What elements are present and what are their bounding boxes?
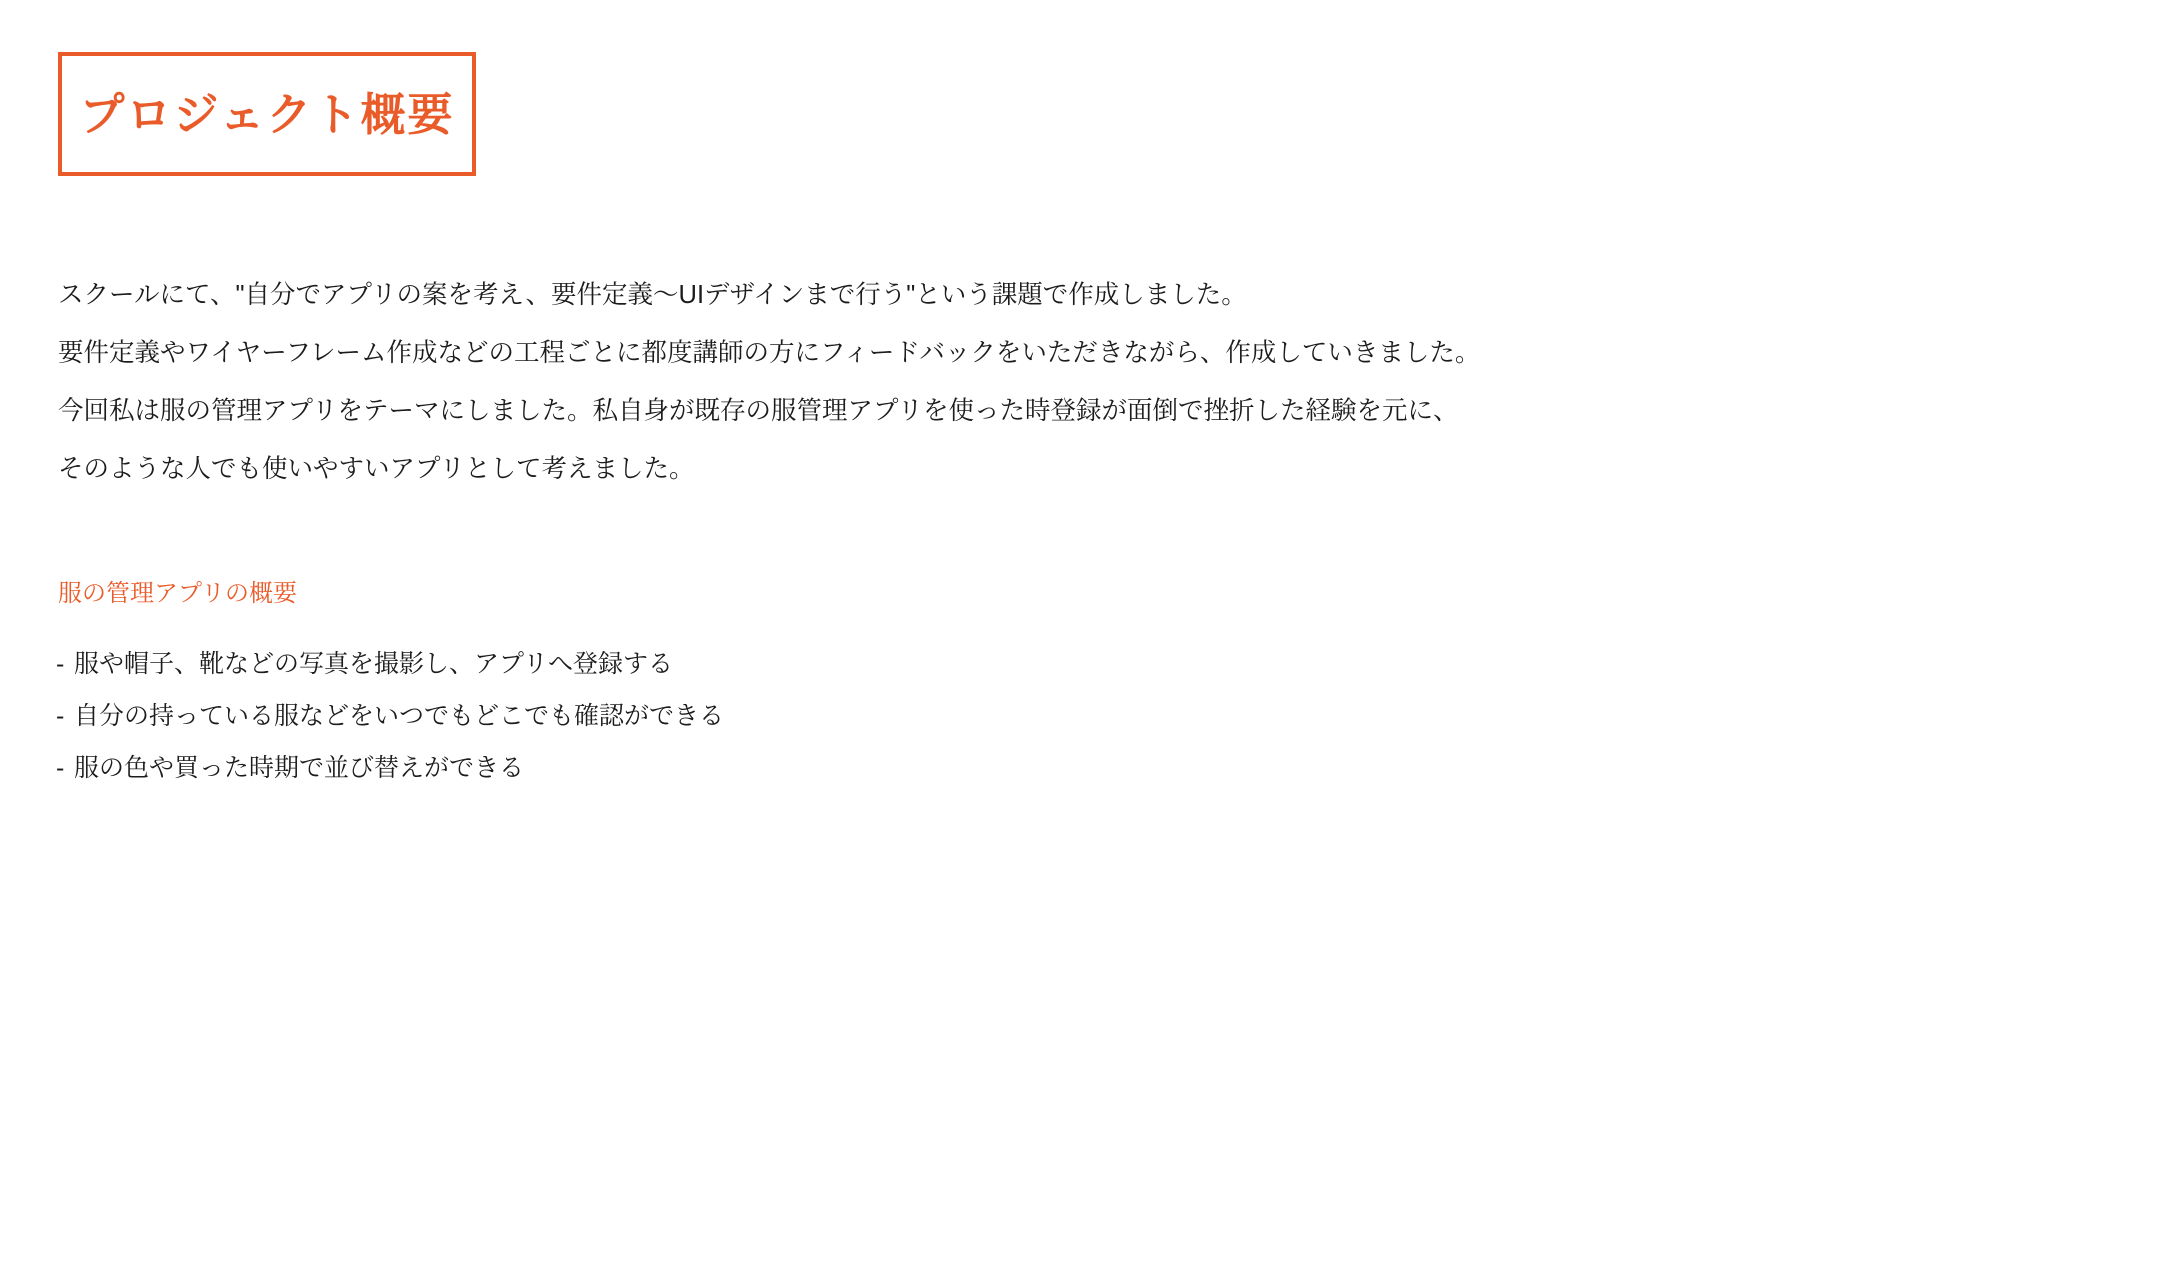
page-title-box: [58, 52, 476, 176]
section-heading: 服の管理アプリの概要: [58, 580, 298, 607]
feature-list: [56, 638, 1456, 794]
paragraph-line: そのような人でも使いやすいアプリとして考えました。: [58, 455, 695, 483]
intro-paragraphs: [58, 266, 2008, 498]
list-item-label: 自分の持っている服などをいつでもどこでも確認ができる: [74, 702, 725, 730]
list-item-label: 服の色や買った時期で並び替えができる: [74, 754, 525, 782]
list-item: [56, 742, 1456, 794]
paragraph-line: 今回私は服の管理アプリをテーマにしました。私自身が既存の服管理アプリを使った時登録が面倒で挫折した経験を元に、: [58, 397, 1459, 425]
bullet-dash: -: [56, 702, 65, 730]
paragraph-line: スクールにて、"自分でアプリの案を考え、要件定義〜UIデザインまで行う"という課題で作成しました。: [58, 281, 1247, 309]
list-item: [56, 690, 1456, 742]
bullet-dash: -: [56, 754, 65, 782]
page-title: プロジェクト概要: [79, 88, 455, 140]
bullet-dash: -: [56, 650, 65, 678]
paragraph-line: 要件定義やワイヤーフレーム作成などの工程ごとに都度講師の方にフィードバックをいただきながら、作成していきました。: [58, 339, 1481, 367]
list-item-label: 服や帽子、靴などの写真を撮影し、アプリへ登録する: [74, 650, 674, 678]
list-item: [56, 638, 1456, 690]
